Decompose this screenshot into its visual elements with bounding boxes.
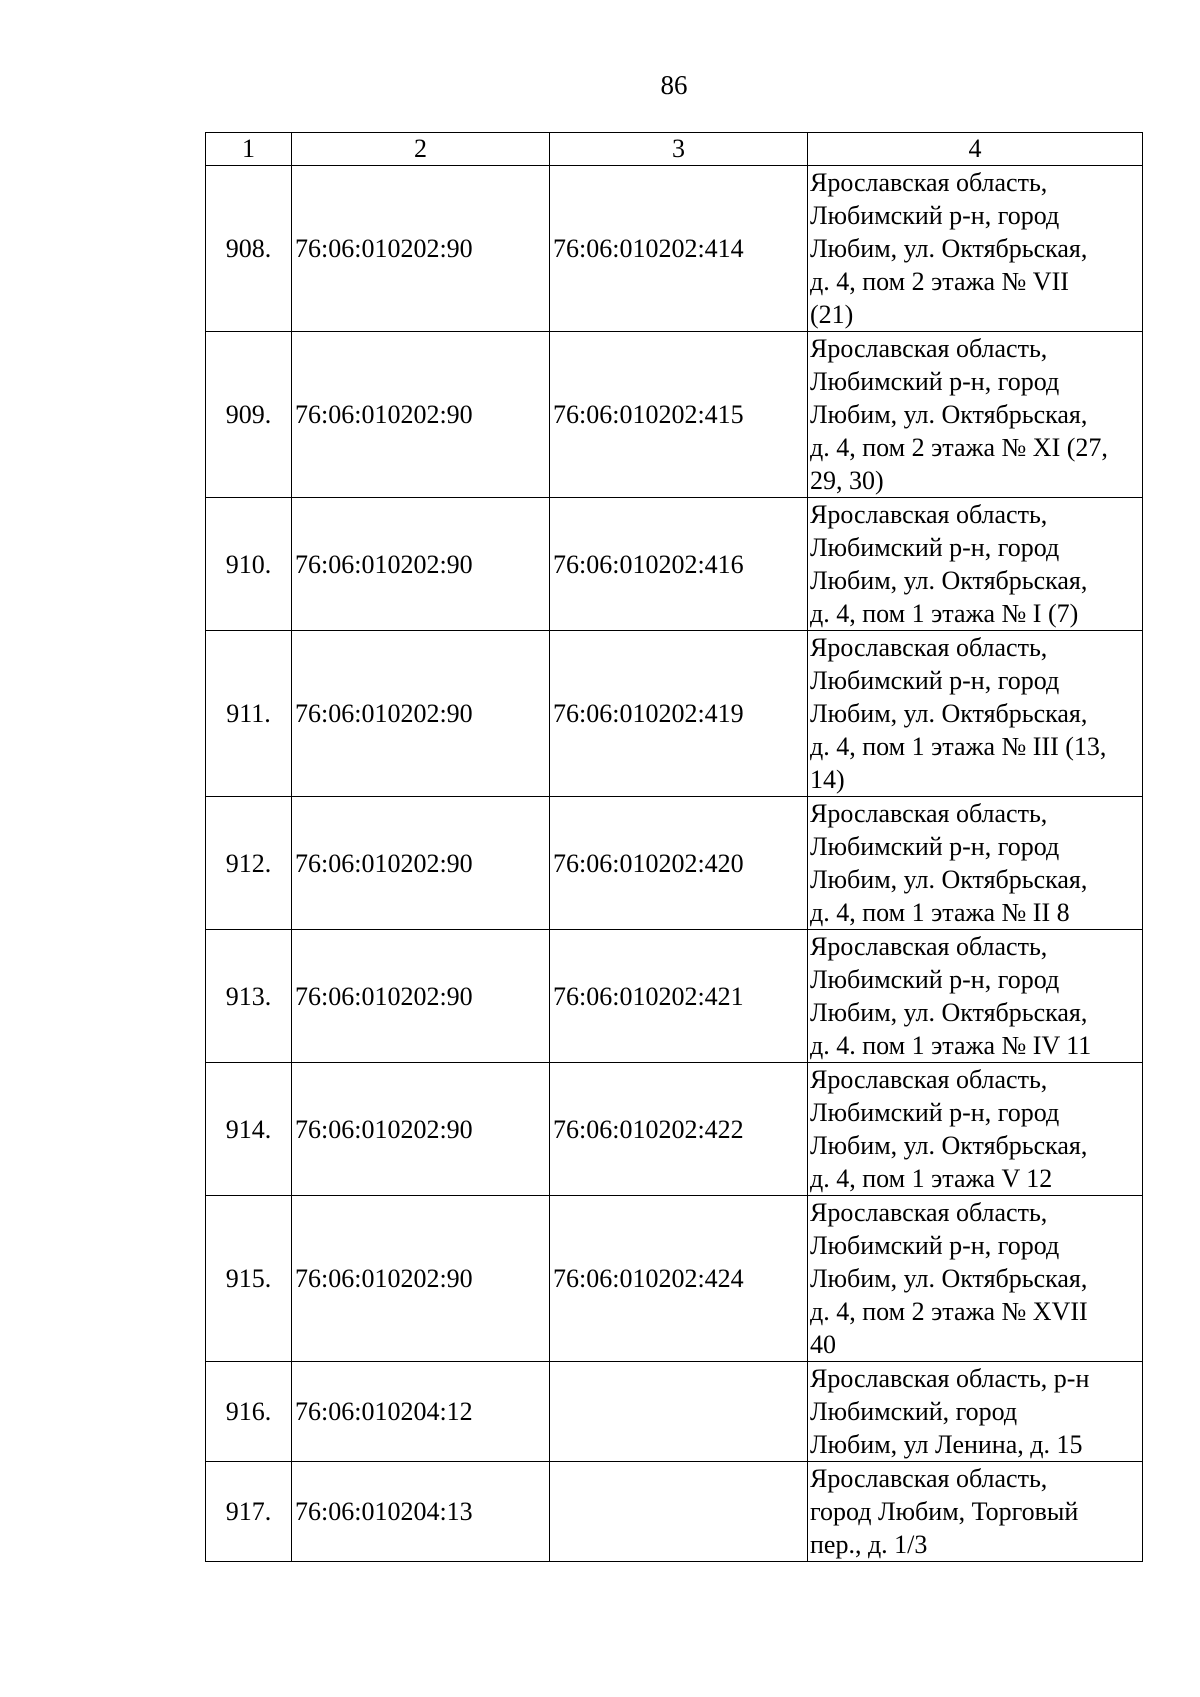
address-cell: [808, 930, 1143, 1063]
address-line: Любимский р-н, город: [810, 367, 1060, 396]
address-line: Любим, ул. Октябрьская,: [810, 998, 1088, 1027]
page-number: 86: [660, 70, 688, 100]
table-row: [206, 631, 1143, 797]
address-line: д. 4. пом 1 этажа № IV 11: [810, 1031, 1092, 1060]
address-line: Ярославская область,: [810, 1198, 1048, 1227]
address-line: Любим, ул. Октябрьская,: [810, 1264, 1088, 1293]
parent-cadastral-cell: 76:06:010202:90: [292, 166, 550, 332]
address-line: пер., д. 1/3: [810, 1530, 928, 1559]
address-line: Ярославская область,: [810, 932, 1048, 961]
address-line: город Любим, Торговый: [810, 1497, 1079, 1526]
row-number-cell: 910.: [206, 498, 292, 631]
row-number-cell: 908.: [206, 166, 292, 332]
address-line: Любимский р-н, город: [810, 1098, 1060, 1127]
address-line: Ярославская область, р-н: [810, 1364, 1090, 1393]
parent-cadastral-cell: 76:06:010202:90: [292, 631, 550, 797]
row-number-cell: 917.: [206, 1462, 292, 1562]
address-line: Любим, ул. Октябрьская,: [810, 566, 1088, 595]
header-cell-4: 4: [808, 133, 1143, 166]
parent-cadastral-cell: 76:06:010202:90: [292, 332, 550, 498]
table-row: [206, 498, 1143, 631]
address-line: Любимский, город: [810, 1397, 1018, 1426]
address-cell: [808, 1063, 1143, 1196]
address-cell: [808, 631, 1143, 797]
address-line: Ярославская область,: [810, 799, 1048, 828]
address-line: Любим, ул. Октябрьская,: [810, 865, 1088, 894]
address-line: д. 4, пом 1 этажа № III (13,: [810, 732, 1107, 761]
address-line: Ярославская область,: [810, 168, 1048, 197]
cadastral-number-cell: 76:06:010202:424: [550, 1196, 808, 1362]
cadastral-number-cell: [550, 1362, 808, 1462]
address-line: Любимский р-н, город: [810, 965, 1060, 994]
header-cell-3: 3: [550, 133, 808, 166]
address-line: д. 4, пом 1 этажа № II 8: [810, 898, 1070, 927]
table-row: [206, 797, 1143, 930]
address-line: д. 4, пом 1 этажа № I (7): [810, 599, 1079, 628]
address-line: д. 4, пом 2 этажа № XI (27,: [810, 433, 1108, 462]
address-line: Любим, ул Ленина, д. 15: [810, 1430, 1083, 1459]
address-line: д. 4, пом 2 этажа № XVII: [810, 1297, 1088, 1326]
address-line: Ярославская область,: [810, 633, 1048, 662]
address-line: Ярославская область,: [810, 1065, 1048, 1094]
cadastral-number-cell: 76:06:010202:421: [550, 930, 808, 1063]
parent-cadastral-cell: 76:06:010202:90: [292, 1063, 550, 1196]
address-line: Ярославская область,: [810, 334, 1048, 363]
table-row: [206, 1362, 1143, 1462]
parent-cadastral-cell: 76:06:010202:90: [292, 1196, 550, 1362]
address-line: Любим, ул. Октябрьская,: [810, 400, 1088, 429]
cadastral-number-cell: 76:06:010202:414: [550, 166, 808, 332]
address-cell: [808, 797, 1143, 930]
header-row: [206, 133, 1143, 166]
table-row: [206, 1196, 1143, 1362]
address-line: Любимский р-н, город: [810, 201, 1060, 230]
registry-table: [205, 132, 1143, 1562]
cadastral-number-cell: 76:06:010202:416: [550, 498, 808, 631]
address-line: Любимский р-н, город: [810, 533, 1060, 562]
table-row: [206, 166, 1143, 332]
parent-cadastral-cell: 76:06:010204:13: [292, 1462, 550, 1562]
address-line: д. 4, пом 2 этажа № VII: [810, 267, 1069, 296]
address-line: Любимский р-н, город: [810, 832, 1060, 861]
address-line: 40: [810, 1330, 836, 1359]
address-cell: [808, 498, 1143, 631]
address-cell: [808, 1462, 1143, 1562]
address-line: Ярославская область,: [810, 1464, 1048, 1493]
address-line: Ярославская область,: [810, 500, 1048, 529]
header-cell-1: 1: [206, 133, 292, 166]
table-row: [206, 1063, 1143, 1196]
cadastral-number-cell: 76:06:010202:415: [550, 332, 808, 498]
parent-cadastral-cell: 76:06:010202:90: [292, 498, 550, 631]
address-line: Любимский р-н, город: [810, 666, 1060, 695]
address-line: (21): [810, 300, 854, 329]
address-cell: [808, 166, 1143, 332]
row-number-cell: 912.: [206, 797, 292, 930]
table-row: [206, 930, 1143, 1063]
parent-cadastral-cell: 76:06:010202:90: [292, 930, 550, 1063]
table-body: [206, 133, 1143, 1562]
address-line: Любим, ул. Октябрьская,: [810, 1131, 1088, 1160]
row-number-cell: 915.: [206, 1196, 292, 1362]
cadastral-number-cell: 76:06:010202:422: [550, 1063, 808, 1196]
address-line: 14): [810, 765, 845, 794]
address-line: Любим, ул. Октябрьская,: [810, 699, 1088, 728]
header-cell-2: 2: [292, 133, 550, 166]
row-number-cell: 911.: [206, 631, 292, 797]
row-number-cell: 913.: [206, 930, 292, 1063]
cadastral-number-cell: 76:06:010202:419: [550, 631, 808, 797]
table-row: [206, 1462, 1143, 1562]
table-row: [206, 332, 1143, 498]
address-cell: [808, 332, 1143, 498]
address-line: д. 4, пом 1 этажа V 12: [810, 1164, 1053, 1193]
address-line: 29, 30): [810, 466, 884, 495]
cadastral-number-cell: 76:06:010202:420: [550, 797, 808, 930]
address-cell: [808, 1362, 1143, 1462]
parent-cadastral-cell: 76:06:010204:12: [292, 1362, 550, 1462]
row-number-cell: 914.: [206, 1063, 292, 1196]
address-line: Любимский р-н, город: [810, 1231, 1060, 1260]
cadastral-number-cell: [550, 1462, 808, 1562]
row-number-cell: 909.: [206, 332, 292, 498]
row-number-cell: 916.: [206, 1362, 292, 1462]
address-cell: [808, 1196, 1143, 1362]
parent-cadastral-cell: 76:06:010202:90: [292, 797, 550, 930]
address-line: Любим, ул. Октябрьская,: [810, 234, 1088, 263]
